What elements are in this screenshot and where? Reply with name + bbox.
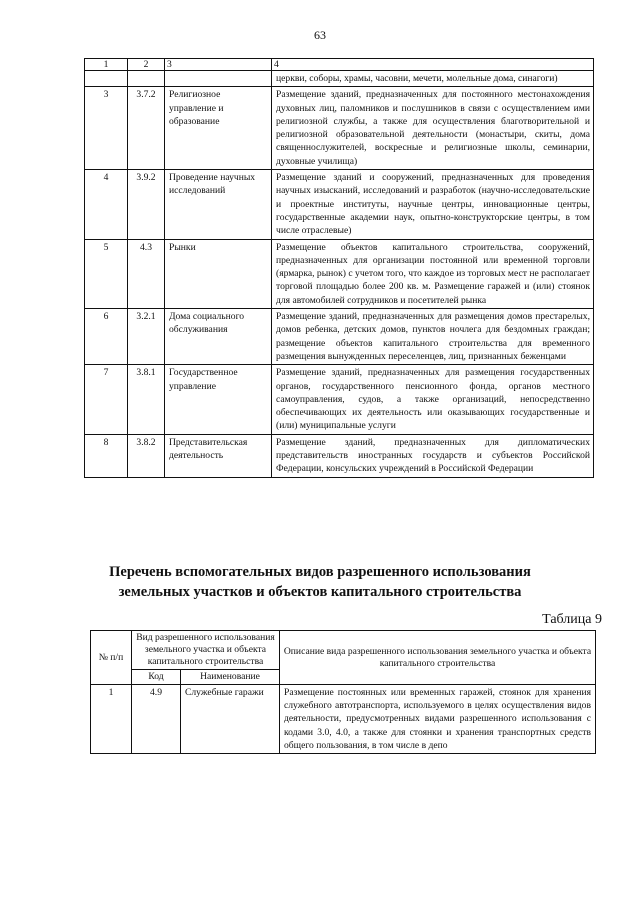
column-header-4: 4 (272, 59, 594, 71)
row-number: 6 (85, 309, 128, 365)
row-description: Размещение зданий, предназначенных для постоянного местонахождения духовных лиц, паломников и послушников в связи с осуществлением ими религиозной службы, а также для осуществления благотворительной и религиозной образовательной деятельности (монастыри, скиты, дома священнослужителей, воскресные и религиозные школы, семинарии, духовные училища) (272, 87, 594, 170)
auxiliary-land-use-table (90, 630, 596, 754)
row-code: 3.2.1 (128, 309, 165, 365)
table-row (85, 239, 594, 308)
row-name: Государственное управление (165, 365, 272, 434)
table-row (85, 434, 594, 477)
row-number: 7 (85, 365, 128, 434)
row-description: Размещение зданий, предназначенных для размещения государственных органов, государственного пенсионного фонда, органов местного самоуправления, судов, а также организаций, непосредственно обеспечивающих их деятельность или оказывающих государственные и (или) муниципальные услуги (272, 365, 594, 434)
header-code: Код (132, 670, 181, 685)
row-name: Проведение научных исследований (165, 170, 272, 239)
row-description: Размещение зданий, предназначенных для размещения домов престарелых, домов ребенка, детских домов, пунктов ночлега для бездомных граждан; размещение объектов капитального строительства для временного размещения вынужденных переселенцев, лиц, признанных беженцами (272, 309, 594, 365)
row-description: церкви, соборы, храмы, часовни, мечети, молельные дома, синагоги) (272, 71, 594, 87)
row-code: 3.8.1 (128, 365, 165, 434)
heading-line-2: земельных участков и объектов капитального строительства (118, 584, 522, 600)
row-code: 4.3 (128, 239, 165, 308)
column-header-3: 3 (165, 59, 272, 71)
table-row (85, 87, 594, 170)
table-label: Таблица 9 (542, 612, 602, 627)
header-description: Описание вида разрешенного использования земельного участка и объекта капитального строительства (280, 631, 596, 685)
table-row (85, 170, 594, 239)
row-description: Размещение объектов капитального строительства, сооружений, предназначенных для организации постоянной или временной торговли (ярмарка, рынок) с учетом того, что каждое из торговых мест не располагает торговой площадью более 200 кв. м. Размещение гаражей и (или) стоянок для автомобилей сотрудников и посетителей рынка (272, 239, 594, 308)
table-header-row (91, 631, 596, 670)
row-name: Дома социального обслуживания (165, 309, 272, 365)
row-name: Представительская деятельность (165, 434, 272, 477)
row-name: Служебные гаражи (181, 685, 280, 754)
header-number: № п/п (91, 631, 132, 685)
row-number: 4 (85, 170, 128, 239)
row-code: 3.8.2 (128, 434, 165, 477)
row-number (85, 71, 128, 87)
row-name: Рынки (165, 239, 272, 308)
header-kind: Вид разрешенного использования земельного участка и объекта капитального строительства (132, 631, 280, 670)
heading-line-1: Перечень вспомогательных видов разрешенного использования (109, 564, 531, 580)
table-row (91, 685, 596, 754)
row-number: 5 (85, 239, 128, 308)
table-row (85, 71, 594, 87)
row-description: Размещение зданий, предназначенных для дипломатических представительств иностранных государств и субъектов Российской Федерации, консульских учреждений в Российской Федерации (272, 434, 594, 477)
row-number: 8 (85, 434, 128, 477)
land-use-table-continued (84, 58, 594, 478)
row-number: 1 (91, 685, 132, 754)
row-code: 4.9 (132, 685, 181, 754)
header-name: Наименование (181, 670, 280, 685)
row-code: 3.7.2 (128, 87, 165, 170)
row-code (128, 71, 165, 87)
column-header-1: 1 (85, 59, 128, 71)
table-header-row (85, 59, 594, 71)
row-name (165, 71, 272, 87)
row-description: Размещение постоянных или временных гаражей, стоянок для хранения служебного автотранспорта, используемого в целях осуществления видов деятельности, предусмотренных видами разрешенного использования с кодами 3.0, 4.0, а также для стоянки и хранения транспортных средств общего пользования, в том числе в депо (280, 685, 596, 754)
row-description: Размещение зданий и сооружений, предназначенных для проведения научных изысканий, исследований и разработок (научно-исследовательские и проектные институты, научные центры, инновационные центры, государственные академии наук, опытно-конструкторские центры, в том числе отраслевые) (272, 170, 594, 239)
row-number: 3 (85, 87, 128, 170)
table-row (85, 309, 594, 365)
row-name: Религиозное управление и образование (165, 87, 272, 170)
column-header-2: 2 (128, 59, 165, 71)
row-code: 3.9.2 (128, 170, 165, 239)
section-heading (0, 562, 640, 602)
table-row (85, 365, 594, 434)
page-number: 63 (314, 28, 326, 42)
